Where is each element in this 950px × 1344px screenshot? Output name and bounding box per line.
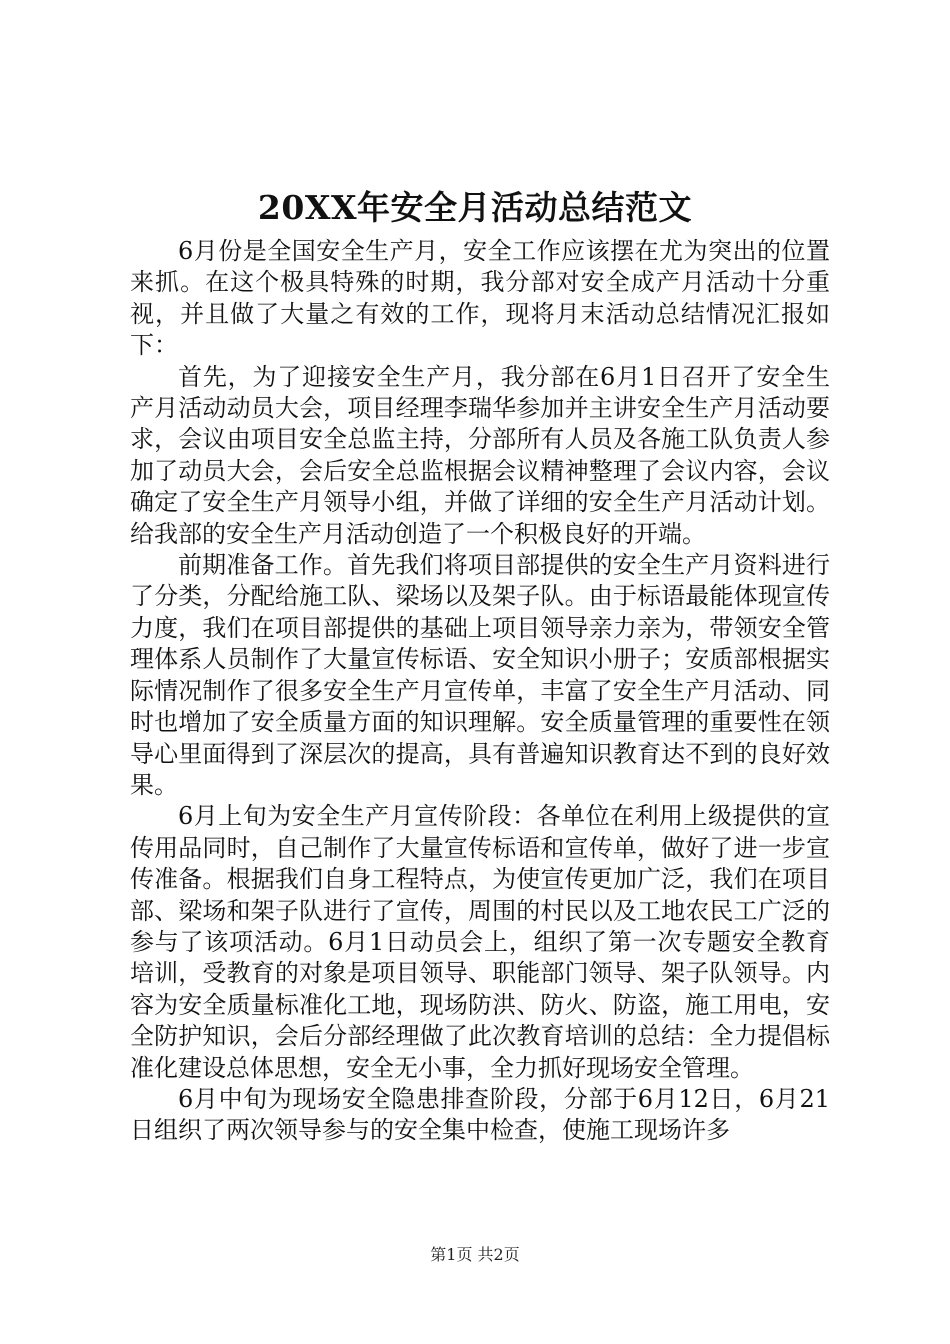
- paragraph-kickoff: 首先，为了迎接安全生产月，我分部在6月1日召开了安全生产月活动动员大会，项目经理李瑞华参加并主讲安全生产月活动要求，会议由项目安全总监主持，分部所有人员及各施工队负责人参加了动员大会，会后安全总监根据会议精神整理了会议内容，会议确定了安全生产月领导小组，并做了详细的安全生产月活动计划。给我部的安全生产月活动创造了一个积极良好的开端。: [130, 362, 830, 548]
- document-body: [130, 236, 830, 1147]
- paragraph-intro: 6月份是全国安全生产月，安全工作应该摆在尤为突出的位置来抓。在这个极具特殊的时期，我分部对安全成产月活动十分重视，并且做了大量之有效的工作，现将月末活动总结情况汇报如下：: [130, 237, 830, 360]
- paragraph-preparation: 前期准备工作。首先我们将项目部提供的安全生产月资料进行了分类，分配给施工队、梁场以及架子队。由于标语最能体现宣传力度，我们在项目部提供的基础上项目领导亲力亲为，带领安全管理体系人员制作了大量宣传标语、安全知识小册子；安质部根据实际情况制作了很多安全生产月宣传单，丰富了安全生产月活动、同时也增加了安全质量方面的知识理解。安全质量管理的重要性在领导心里面得到了深层次的提高，具有普遍知识教育达不到的良好效果。: [130, 551, 830, 799]
- paragraph-mid-june: 6月中旬为现场安全隐患排查阶段，分部于6月12日，6月21日组织了两次领导参与的安全集中检查，使施工现场许多: [130, 1084, 830, 1145]
- document-title: 20XX年安全月活动总结范文: [257, 188, 693, 227]
- paragraph-early-june: 6月上旬为安全生产月宣传阶段：各单位在利用上级提供的宣传用品同时，自己制作了大量宣传标语和宣传单，做好了进一步宣传准备。根据我们自身工程特点，为使宣传更加广泛，我们在项目部、梁场和架子队进行了宣传，周围的村民以及工地农民工广泛的参与了该项活动。6月1日动员会上，组织了第一次专题安全教育培训，受教育的对象是项目领导、职能部门领导、架子队领导。内容为安全质量标准化工地，现场防洪、防火、防盗，施工用电，安全防护知识，会后分部经理做了此次教育培训的总结：全力提倡标准化建设总体思想，安全无小事，全力抓好现场安全管理。: [130, 802, 830, 1082]
- page-footer: 第1页 共2页: [430, 1245, 520, 1264]
